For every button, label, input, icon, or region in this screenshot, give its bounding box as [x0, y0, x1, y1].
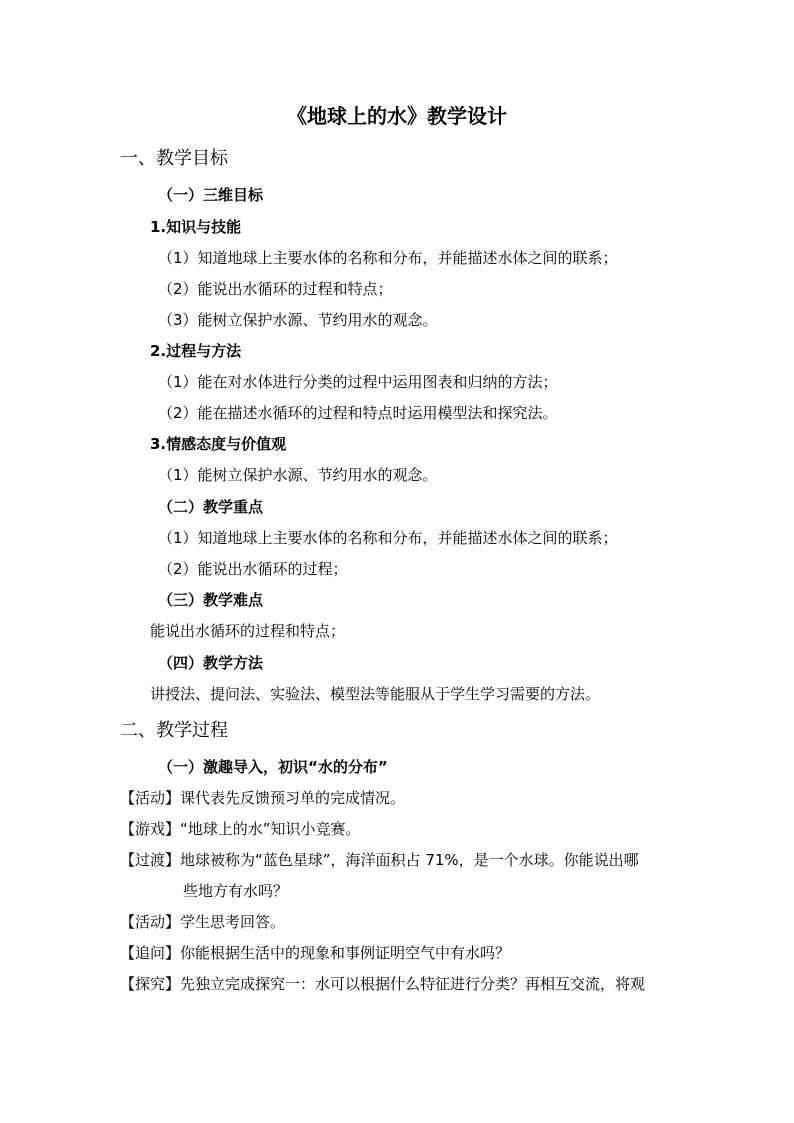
entry-text: “地球上的水”知识小竞赛。 [180, 820, 361, 838]
section-heading-process: 二、教学过程 [120, 720, 228, 741]
paragraph: 能说出水循环的过程和特点； [150, 622, 346, 640]
list-item [120, 946, 510, 961]
list-item [120, 853, 639, 868]
part-heading-process: 2.过程与方法 [150, 342, 242, 360]
entry-text: 地球被称为“蓝色星球”，海洋面积占 71%，是一个水球。你能说出哪 [180, 851, 639, 869]
entry-tag: 【游戏】 [120, 820, 181, 838]
list-item: （2）能说出水循环的过程； [158, 560, 348, 578]
list-item: （1）能树立保护水源、节约用水的观念。 [158, 466, 438, 484]
list-item: （2）能在描述水循环的过程和特点时运用模型法和探究法。 [158, 404, 558, 422]
list-item [120, 915, 285, 930]
list-item [120, 791, 405, 806]
list-item: （3）能树立保护水源、节约用水的观念。 [158, 311, 438, 329]
subsection-heading-methods: （四）教学方法 [158, 654, 264, 672]
entry-tag: 【过渡】 [120, 851, 181, 869]
list-item: （2）能说出水循环的过程和特点； [158, 280, 393, 298]
entry-tag: 【活动】 [120, 789, 181, 807]
part-heading-knowledge: 1.知识与技能 [150, 218, 242, 236]
list-item [120, 822, 361, 837]
section-heading-objectives: 一、教学目标 [120, 148, 228, 169]
list-item: （1）知道地球上主要水体的名称和分布，并能描述水体之间的联系； [158, 249, 618, 267]
subsection-heading-3d-goals: （一）三维目标 [158, 186, 264, 204]
entry-tag: 【活动】 [120, 913, 181, 931]
list-item: （1）能在对水体进行分类的过程中运用图表和归纳的方法； [158, 373, 558, 391]
entry-text: 先独立完成探究一：水可以根据什么特征进行分类？再相互交流，将观 [180, 975, 646, 993]
entry-tag: 【追问】 [120, 944, 181, 962]
subsection-heading-intro: （一）激趣导入，初识“水的分布” [158, 758, 388, 776]
part-heading-attitude: 3.情感态度与价值观 [150, 435, 287, 453]
entry-text-continuation: 些地方有水吗？ [183, 882, 289, 900]
list-item: （1）知道地球上主要水体的名称和分布，并能描述水体之间的联系； [158, 529, 618, 547]
entry-text: 课代表先反馈预习单的完成情况。 [180, 789, 406, 807]
list-item [120, 977, 645, 992]
entry-text: 你能根据生活中的现象和事例证明空气中有水吗？ [180, 944, 511, 962]
document-title: 《地球上的水》教学设计 [287, 104, 507, 128]
entry-text: 学生思考回答。 [180, 913, 286, 931]
entry-tag: 【探究】 [120, 975, 181, 993]
subsection-heading-difficulties: （三）教学难点 [158, 591, 264, 609]
paragraph: 讲授法、提问法、实验法、模型法等能服从于学生学习需要的方法。 [150, 685, 601, 703]
subsection-heading-key-points: （二）教学重点 [158, 498, 264, 516]
